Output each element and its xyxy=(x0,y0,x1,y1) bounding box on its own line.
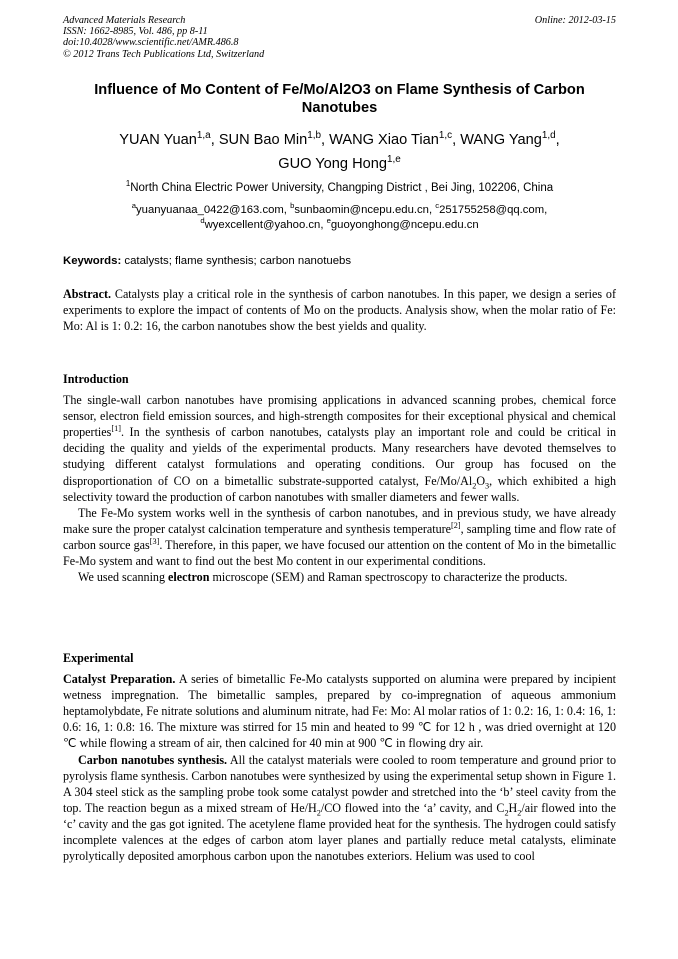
doi-line: doi:10.4028/www.scientific.net/AMR.486.8 xyxy=(63,37,239,49)
citation: [1] xyxy=(111,424,121,434)
issn-line: ISSN: 1662-8985, Vol. 486, pp 8-11 xyxy=(63,26,208,38)
online-date: Online: 2012-03-15 xyxy=(534,15,616,26)
citation: [2] xyxy=(451,520,461,530)
author: GUO Yong Hong xyxy=(278,156,387,172)
copyright-line: © 2012 Trans Tech Publications Ltd, Switzerland xyxy=(63,48,265,60)
subsection-label: Catalyst Preparation. xyxy=(63,672,176,687)
paper-title: Influence of Mo Content of Fe/Mo/Al2O3 on Flame Synthesis of Carbon Nanotubes xyxy=(94,82,585,116)
author: WANG Xiao Tian xyxy=(329,132,439,148)
author-emails: $^a$yuanyuanaa_0422@163.com, $^b$sunbaomin@ncepu.edu.cn, $^c$251755258@qq.com, $^d$wyexcellent@yahoo.cn, $^e$guoyonghong@ncepu.edu.cn xyxy=(131,201,548,231)
paragraph: The single-wall carbon nanotubes have promising applications in advanced scanning probes, chemical force sensor, electron field emission sources, and high-strength composites for their exceptional physical and chemical properties[1]. In the synthesis of carbon nanotubes, catalysts play an important role and could be critical in deciding the quality and yields of the experimental products. Many researchers have devoted themselves to studying different catalyst formulations and operating conditions. Our group has focused on the disproportionation of CO on a bimetallic substrate-supported catalyst, $Fe/Mo/Al_2O_3$, which exhibited a high selectivity toward the production of carbon nanotubes with smaller diameters and fewer walls. xyxy=(63,393,616,504)
email: wyexcellent@yahoo.cn xyxy=(204,218,321,231)
keywords-text: catalysts; flame synthesis; carbon nanotuebs xyxy=(124,255,352,267)
experimental-section xyxy=(63,650,616,864)
author-list: YUAN Yuan$^{1,a}$, SUN Bao Min$^{1,b}$, WANG Xiao Tian$^{1,c}$, WANG Yang$^{1,d}$, GUO Yong Hong$^{1,e}$ xyxy=(119,130,560,172)
abstract-text: Catalysts play a critical role in the synthesis of carbon nanotubes. In this paper, we design a series of experiments to explore the impact of contents of Mo on the products. Analysis show, when the molar ratio of Fe: Mo: Al is 1: 0.2: 16, the carbon nanotubes show the best yields and quality. xyxy=(63,287,616,334)
affiliation: $^1$North China Electric Power University, Changping District , Bei Jing, 102206, China xyxy=(125,179,554,194)
email: yuanyuanaa_0422@163.com xyxy=(136,204,284,216)
author: SUN Bao Min xyxy=(218,132,308,148)
keywords xyxy=(63,254,616,268)
section-heading: Experimental xyxy=(63,651,134,665)
citation: [3] xyxy=(149,536,160,546)
journal-header xyxy=(63,15,616,60)
paragraph: We used scanning electron microscope (SEM) and Raman spectroscopy to characterize the products. xyxy=(78,570,568,585)
abstract xyxy=(63,286,616,334)
abstract-label: Abstract. xyxy=(63,287,112,301)
email: sunbaomin@ncepu.edu.cn xyxy=(294,204,429,216)
journal-name: Advanced Materials Research xyxy=(63,15,186,26)
keywords-label: Keywords: xyxy=(63,255,122,267)
paragraph: Carbon nanotubes synthesis. All the catalyst materials were cooled to room temperature and ground prior to pyrolysis flame synthesis. Carbon nanotubes were synthesized by using the experimental setup shown in Figure 1. A 304 steel stick as the sampling probe took some catalyst powder and stretched into the ‘b’ steel cavity from the top. The reaction begun as a mixed stream of $He/H_2/CO$ flowed into the ‘a’ cavity, and $C_2H_2$/air flowed into the ‘c’ cavity and the gas got ignited. The acetylene flame provided heat for the synthesis. The hydrogen could satisfy incomplete valences at the edges of carbon atom layer planes and partially reduce metal catalysts, eliminate pyrolytically deposited amorphous carbon upon the nanotubes exteriors. Helium was used to cool xyxy=(63,752,617,864)
paragraph: The Fe-Mo system works well in the synthesis of carbon nanotubes, and in previous study, we have already make sure the proper catalyst calcination temperature and synthesis temperature[2], sampling time and flow rate of carbon source gas[3]. Therefore, in this paper, we have focused our attention on the content of Mo in the bimetallic Fe-Mo system and want to find out the best Mo content in our experimental conditions. xyxy=(63,505,616,569)
email: guoyonghong@ncepu.edu.cn xyxy=(330,218,479,231)
subsection-label: Carbon nanotubes synthesis. xyxy=(78,752,228,767)
section-heading: Introduction xyxy=(63,372,129,386)
author: YUAN Yuan xyxy=(119,132,197,148)
author: WANG Yang xyxy=(460,132,542,148)
introduction-section xyxy=(63,371,616,585)
email: 251755258@qq.com xyxy=(439,204,545,216)
paragraph: Catalyst Preparation. A series of bimetallic Fe-Mo catalysts supported on alumina were prepared by incipient wetness impregnation. The bimetallic samples, prepared by co-impregnation of aqueous ammonium heptamolybdate, Fe nitrate solutions and aluminum nitrate, had Fe: Mo: Al molar ratios of 1: 0.2: 16, 1: 0.4: 16, 1: 0.6: 16, 1: 0.8: 16. The mixture was stirred for 15 min and heated to 99 ℃ for 12 h , was dried overnight at 120 ℃ while flowing a stream of air, then calcined for 40 min at 900 ℃ in flowing dry air. xyxy=(63,672,616,751)
